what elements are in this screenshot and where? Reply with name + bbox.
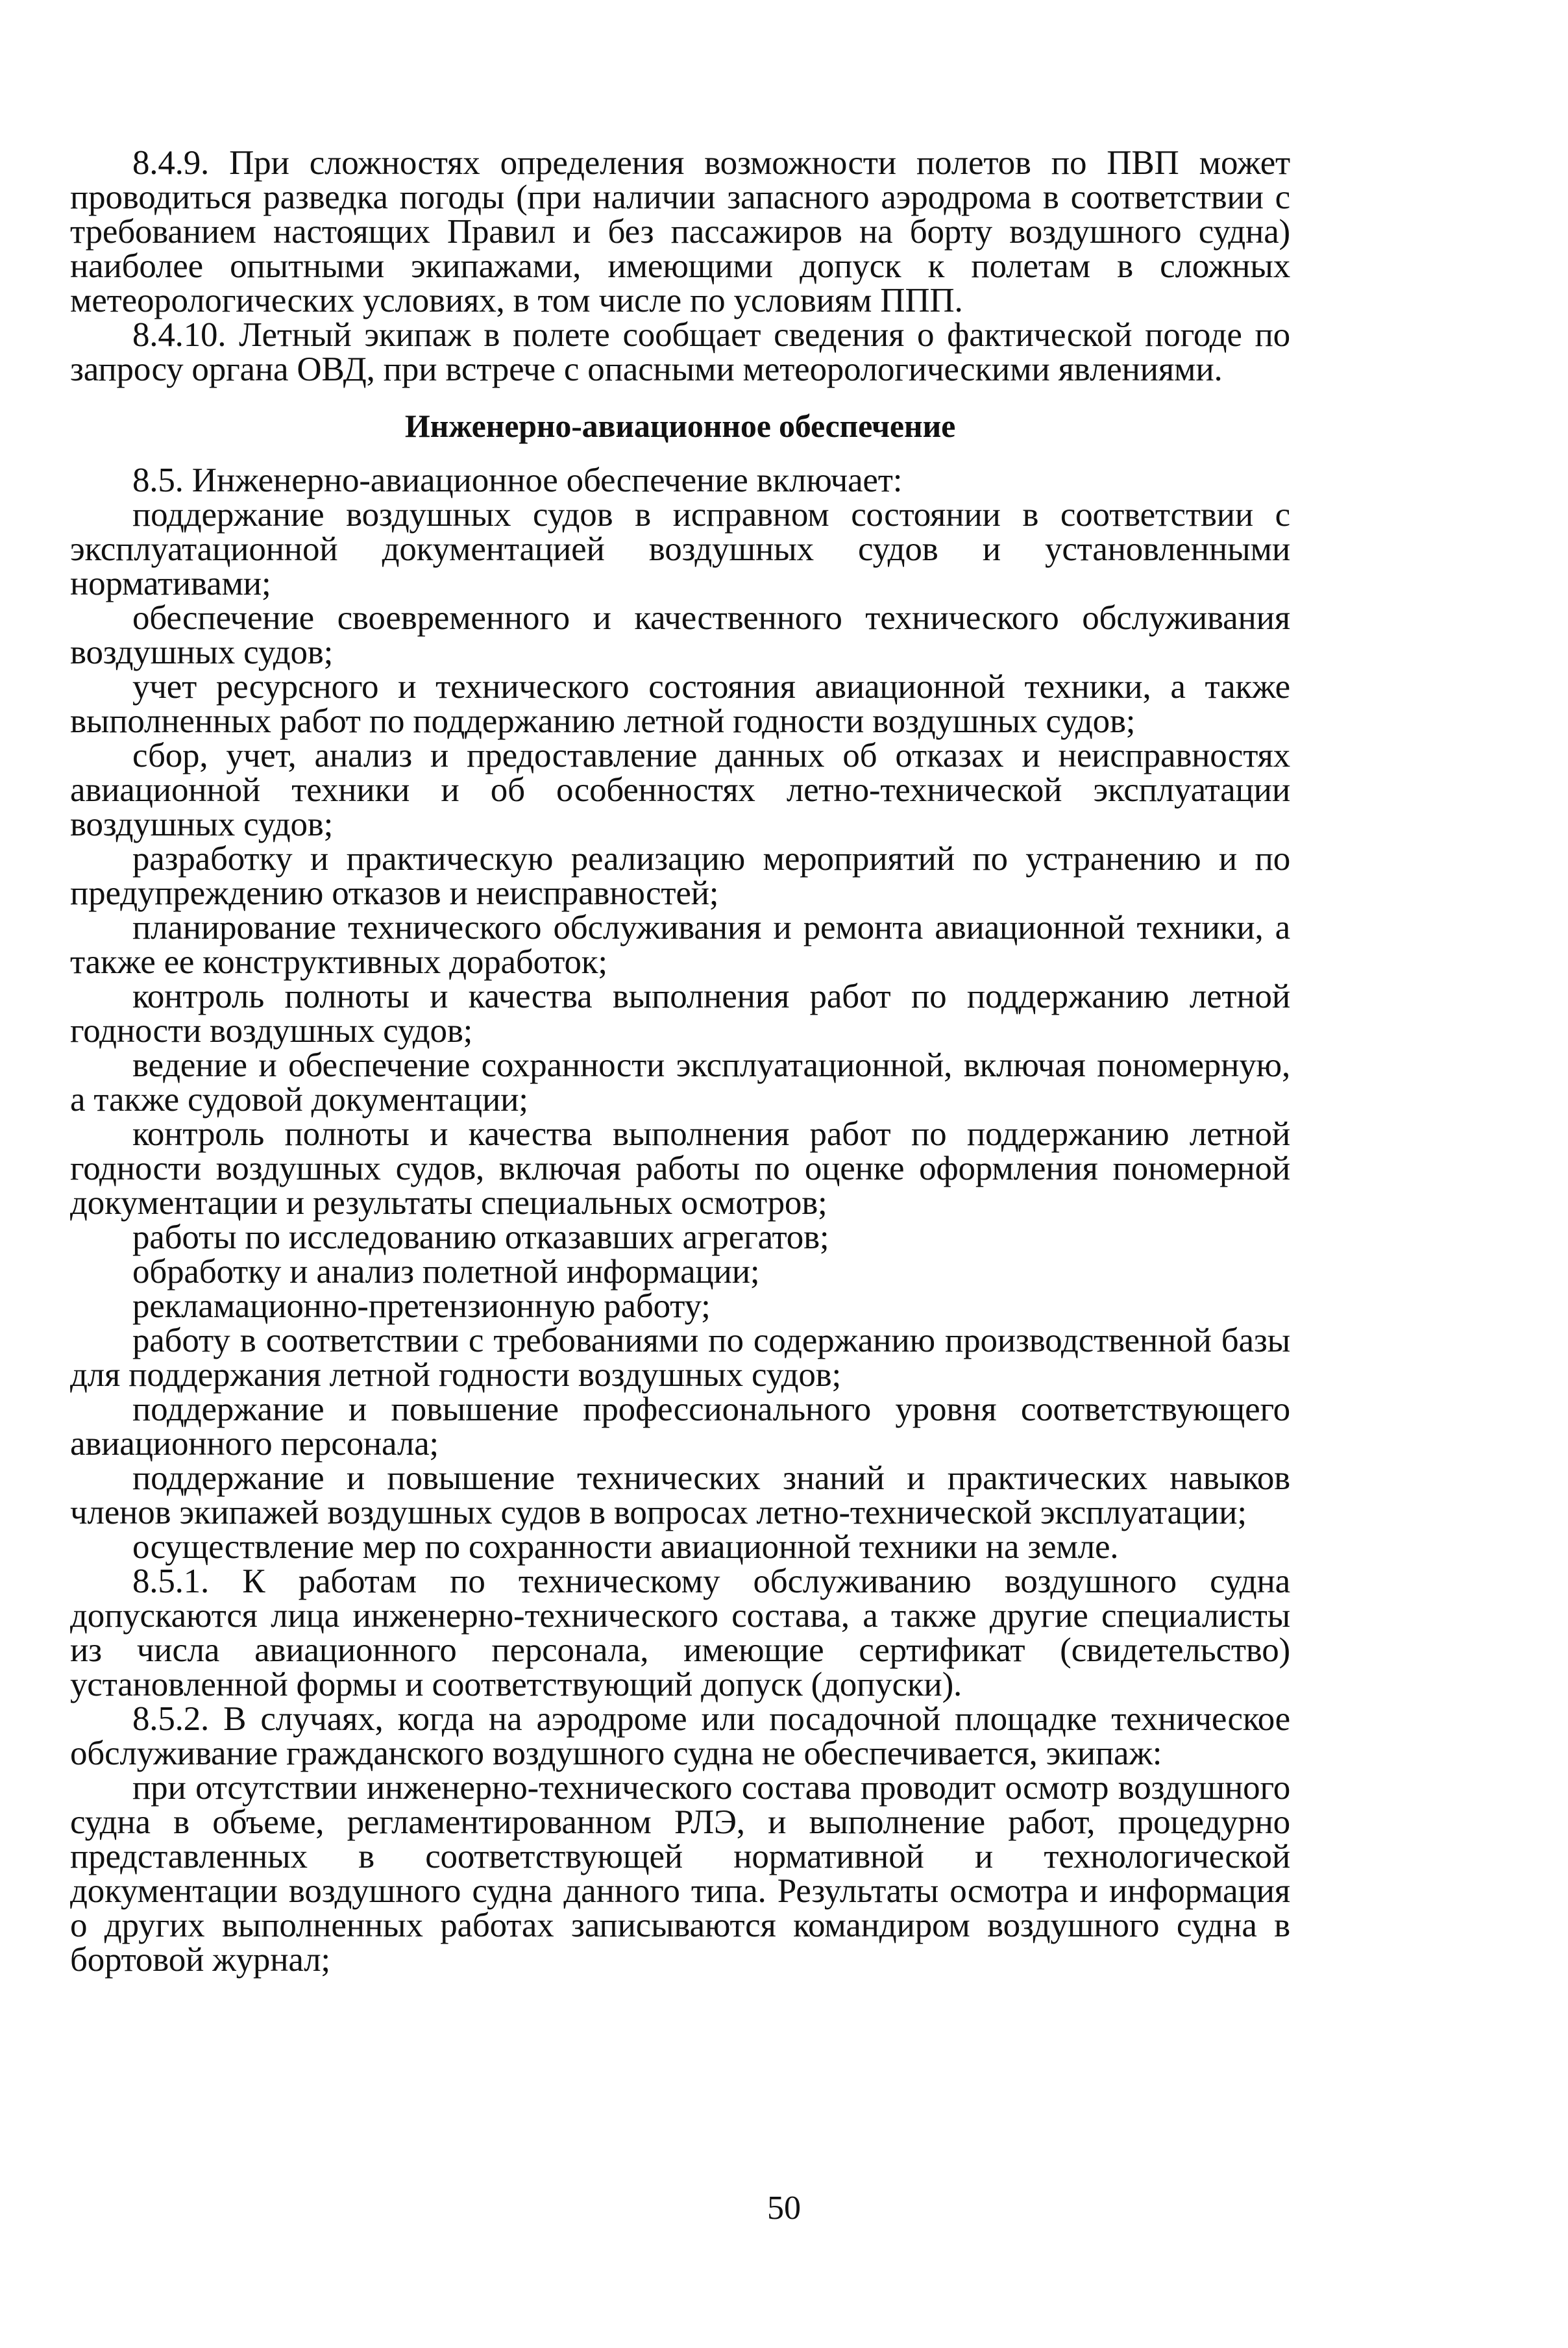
paragraph-8-5-2: 8.5.2. В случаях, когда на аэродроме или посадочной площадке техническое обслуживание гражданского воздушного судна не обеспечивается, экипаж: bbox=[70, 1700, 1290, 1772]
document-page bbox=[70, 146, 1290, 1977]
paragraph-8-5-intro: 8.5. Инженерно-авиационное обеспечение включает: bbox=[132, 462, 903, 499]
list-item: поддержание и повышение технических знаний и практических навыков членов экипажей воздушных судов в вопросах летно-технической эксплуатации; bbox=[70, 1459, 1290, 1531]
item-list bbox=[70, 498, 1290, 1564]
list-item: обработку и анализ полетной информации; bbox=[132, 1253, 760, 1291]
list-item: рекламационно-претензионную работу; bbox=[132, 1287, 711, 1325]
section-heading: Инженерно-авиационное обеспечение bbox=[404, 408, 956, 444]
list-item: поддержание и повышение профессионального уровня соответствующего авиационного персонала; bbox=[70, 1390, 1290, 1463]
paragraph-8-4-10: 8.4.10. Летный экипаж в полете сообщает сведения о фактической погоде по запросу органа ОВД, при встрече с опасными метеорологическими явлениями. bbox=[70, 316, 1290, 388]
list-item: сбор, учет, анализ и предоставление данных об отказах и неисправностях авиационной техники и об особенностях летно-технической эксплуатации воздушных судов; bbox=[70, 737, 1290, 843]
list-item: учет ресурсного и технического состояния авиационной техники, а также выполненных работ по поддержанию летной годности воздушных судов; bbox=[70, 668, 1290, 740]
paragraph-8-4-9: 8.4.9. При сложностях определения возможности полетов по ПВП может проводиться разведка погоды (при наличии запасного аэродрома в соответствии с требованием настоящих Правил и без пассажиров на борту воздушного судна) наиболее опытными экипажами, имеющими допуск к полетам в сложных метеорологических условиях, в том числе по условиям ППП. bbox=[70, 144, 1290, 319]
list-item: обеспечение своевременного и качественного технического обслуживания воздушных судов; bbox=[70, 599, 1290, 671]
list-item: контроль полноты и качества выполнения работ по поддержанию летной годности воздушных судов, включая работы по оценке оформления пономерной документации и результаты специальных осмотров; bbox=[70, 1115, 1290, 1222]
page-number: 50 bbox=[767, 2190, 801, 2227]
list-item: поддержание воздушных судов в исправном состоянии в соответствии с эксплуатационной документацией воздушных судов и установленными нормативами; bbox=[70, 496, 1290, 602]
list-item: разработку и практическую реализацию мероприятий по устранению и по предупреждению отказов и неисправностей; bbox=[70, 840, 1290, 912]
list-item: осуществление мер по сохранности авиационной техники на земле. bbox=[132, 1528, 1119, 1566]
list-item: работу в соответствии с требованиями по содержанию производственной базы для поддержания летной годности воздушных судов; bbox=[70, 1322, 1290, 1394]
list-item: ведение и обеспечение сохранности эксплуатационной, включая пономерную, а также судовой документации; bbox=[70, 1046, 1290, 1118]
paragraph-8-5-1: 8.5.1. К работам по техническому обслуживанию воздушного судна допускаются лица инженерно-технического состава, а также другие специалисты из числа авиационного персонала, имеющие сертификат (свидетельство) установленной формы и соответствующий допуск (допуски). bbox=[70, 1563, 1290, 1703]
list-item: работы по исследованию отказавших агрегатов; bbox=[132, 1218, 829, 1256]
paragraph-crew-duties: при отсутствии инженерно-технического состава проводит осмотр воздушного судна в объеме, регламентированном РЛЭ, и выполнение работ, процедурно представленных в соответствующей нормативной и технологической документации воздушного судна данного типа. Результаты осмотра и информация о других выполненных работах записываются командиром воздушного судна в бортовой журнал; bbox=[70, 1769, 1290, 1979]
list-item: планирование технического обслуживания и ремонта авиационной техники, а также ее конструктивных доработок; bbox=[70, 909, 1290, 981]
list-item: контроль полноты и качества выполнения работ по поддержанию летной годности воздушных судов; bbox=[70, 978, 1290, 1050]
